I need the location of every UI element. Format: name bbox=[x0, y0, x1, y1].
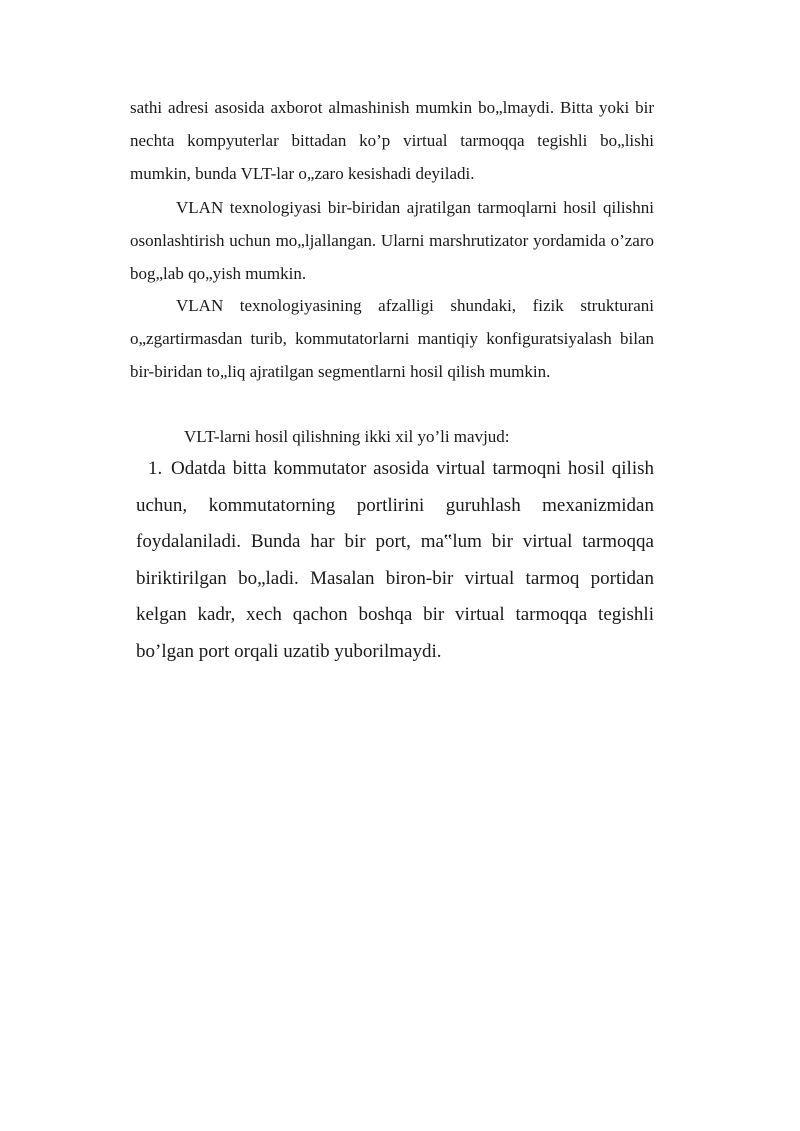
numbered-list bbox=[136, 451, 654, 670]
list-item-number: 1. bbox=[148, 458, 163, 479]
paragraph-4: VLT-larni hosil qilishning ikki xil yo’li mavjud: bbox=[184, 427, 510, 446]
list-item bbox=[136, 451, 654, 670]
paragraph-2: VLAN texnologiyasi bir-biridan ajratilgan tarmoqlarni hosil qilishni osonlashtirish uchun mo„ljallangan. Ularni marshrutizator yordamida o’zaro bog„lab qo„yish mumkin. bbox=[130, 198, 654, 283]
paragraph-3: VLAN texnologiyasining afzalligi shundaki, fizik strukturani o„zgartirmasdan turib, kommutatorlarni mantiqiy konfiguratsiyalash bilan bir-biridan to„liq ajratilgan segmentlarni hosil qilish mumkin. bbox=[130, 296, 654, 381]
list-item-text: Odatda bitta kommutator asosida virtual tarmoqni hosil qilish uchun, kommutatorning portlirini guruhlash mexanizmidan foydalaniladi. Bunda har bir port, ma‟lum bir virtual tarmoqqa biriktirilgan bo„ladi. Masalan biron-bir virtual tarmoq portidan kelgan kadr, xech qachon boshqa bir virtual tarmoqqa tegishli bo’lgan port orqali uzatib yuborilmaydi. bbox=[136, 458, 654, 662]
paragraph-1: sathi adresi asosida axborot almashinish mumkin bo„lmaydi. Bitta yoki bir nechta kompyuterlar bittadan ko’p virtual tarmoqqa tegishli bo„lishi mumkin, bunda VLT-lar o„zaro kesishadi deyiladi. bbox=[130, 98, 654, 183]
